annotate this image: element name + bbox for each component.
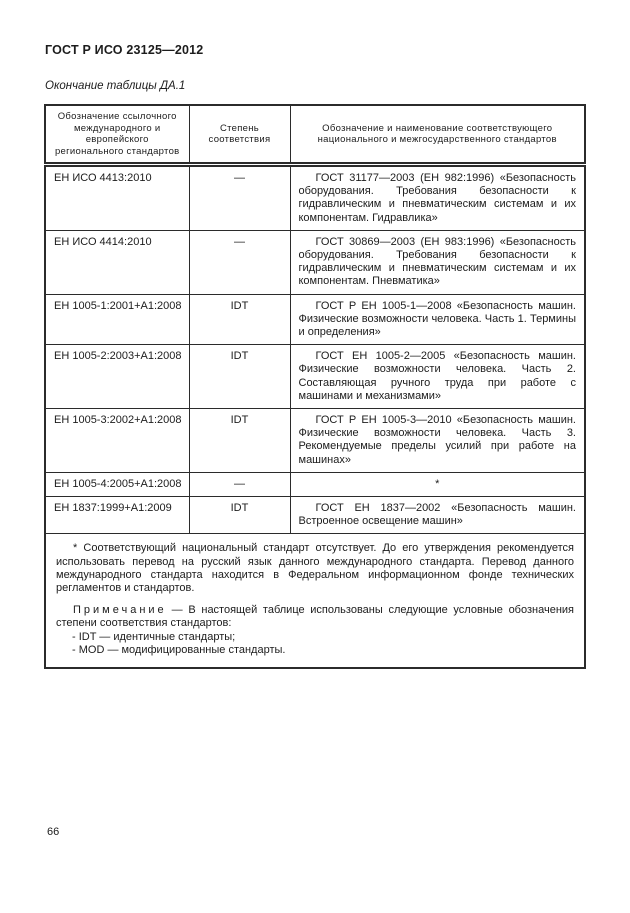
national-standard-cell-asterisk: * bbox=[290, 472, 585, 496]
note-label: Примечание bbox=[73, 604, 167, 617]
national-standard-cell: ГОСТ ЕН 1005-2—2005 «Безопасность машин. Физические возможности человека. Часть 2. Составляющая ручного труда при работе с машинами и механизмами» bbox=[290, 345, 585, 409]
ref-standard-cell: ЕН ИСО 4414:2010 bbox=[45, 230, 189, 294]
national-standard-cell: ГОСТ Р ЕН 1005-1—2008 «Безопасность машин. Физические возможности человека. Часть 1. Термины и определения» bbox=[290, 294, 585, 345]
page-number: 66 bbox=[47, 826, 60, 838]
table-caption: Окончание таблицы ДА.1 bbox=[45, 80, 186, 92]
col-header-reference-standard: Обозначение ссылочного международного и европейского регионального стандартов bbox=[45, 105, 189, 165]
ref-standard-cell: ЕН 1005-2:2003+А1:2008 bbox=[45, 345, 189, 409]
col-header-degree: Степень соответствия bbox=[189, 105, 290, 165]
note-text: — В настоящей таблице использованы следующие условные обозначения степени соответствия стандартов: bbox=[56, 604, 574, 630]
ref-standard-cell: ЕН ИСО 4413:2010 bbox=[45, 165, 189, 231]
national-standard-cell: ГОСТ ЕН 1837—2002 «Безопасность машин. Встроенное освещение машин» bbox=[290, 497, 585, 534]
table-row bbox=[45, 230, 585, 294]
ref-standard-cell: ЕН 1005-1:2001+А1:2008 bbox=[45, 294, 189, 345]
table-row bbox=[45, 165, 585, 231]
national-standard-cell: ГОСТ 31177—2003 (ЕН 982:1996) «Безопасность оборудования. Требования безопасности к гидравлическим и пневматическим системам и их компонентам. Гидравлика» bbox=[290, 165, 585, 231]
degree-cell: IDT bbox=[189, 409, 290, 473]
degree-cell: — bbox=[189, 472, 290, 496]
table-footnote-row bbox=[45, 534, 585, 668]
ref-standard-cell: ЕН 1837:1999+А1:2009 bbox=[45, 497, 189, 534]
col-header-national-standard: Обозначение и наименование соответствующего национального и межгосударственного стандартов bbox=[290, 105, 585, 165]
table-row bbox=[45, 345, 585, 409]
standards-correspondence-table bbox=[44, 104, 586, 669]
degree-cell: IDT bbox=[189, 294, 290, 345]
document-code: ГОСТ Р ИСО 23125—2012 bbox=[45, 43, 204, 57]
ref-standard-cell: ЕН 1005-4:2005+А1:2008 bbox=[45, 472, 189, 496]
degree-cell: — bbox=[189, 165, 290, 231]
note-item-idt: - IDT — идентичные стандарты; bbox=[72, 630, 236, 643]
degree-cell: — bbox=[189, 230, 290, 294]
table-row bbox=[45, 472, 585, 496]
table-row bbox=[45, 294, 585, 345]
national-standard-cell: ГОСТ Р ЕН 1005-3—2010 «Безопасность машин. Физические возможности человека. Часть 3. Рекомендуемые пределы усилий при работе на машинах» bbox=[290, 409, 585, 473]
note-item-mod: - MOD — модифицированные стандарты. bbox=[72, 643, 286, 656]
degree-cell: IDT bbox=[189, 345, 290, 409]
asterisk-footnote: * Соответствующий национальный стандарт отсутствует. До его утверждения рекомендуется использовать перевод на русский язык данного международного стандарта. Перевод данного международного стандарта находится в Федеральном информационном фонде технических регламентов и стандартов. bbox=[56, 542, 574, 595]
table-row bbox=[45, 409, 585, 473]
ref-standard-cell: ЕН 1005-3:2002+А1:2008 bbox=[45, 409, 189, 473]
note-paragraph bbox=[56, 604, 574, 630]
degree-cell: IDT bbox=[189, 497, 290, 534]
table-row bbox=[45, 497, 585, 534]
national-standard-cell: ГОСТ 30869—2003 (ЕН 983:1996) «Безопасность оборудования. Требования безопасности к гидравлическим и пневматическим системам и их компонентам. Пневматика» bbox=[290, 230, 585, 294]
table-footnote bbox=[45, 534, 585, 668]
table-header-row bbox=[45, 105, 585, 165]
